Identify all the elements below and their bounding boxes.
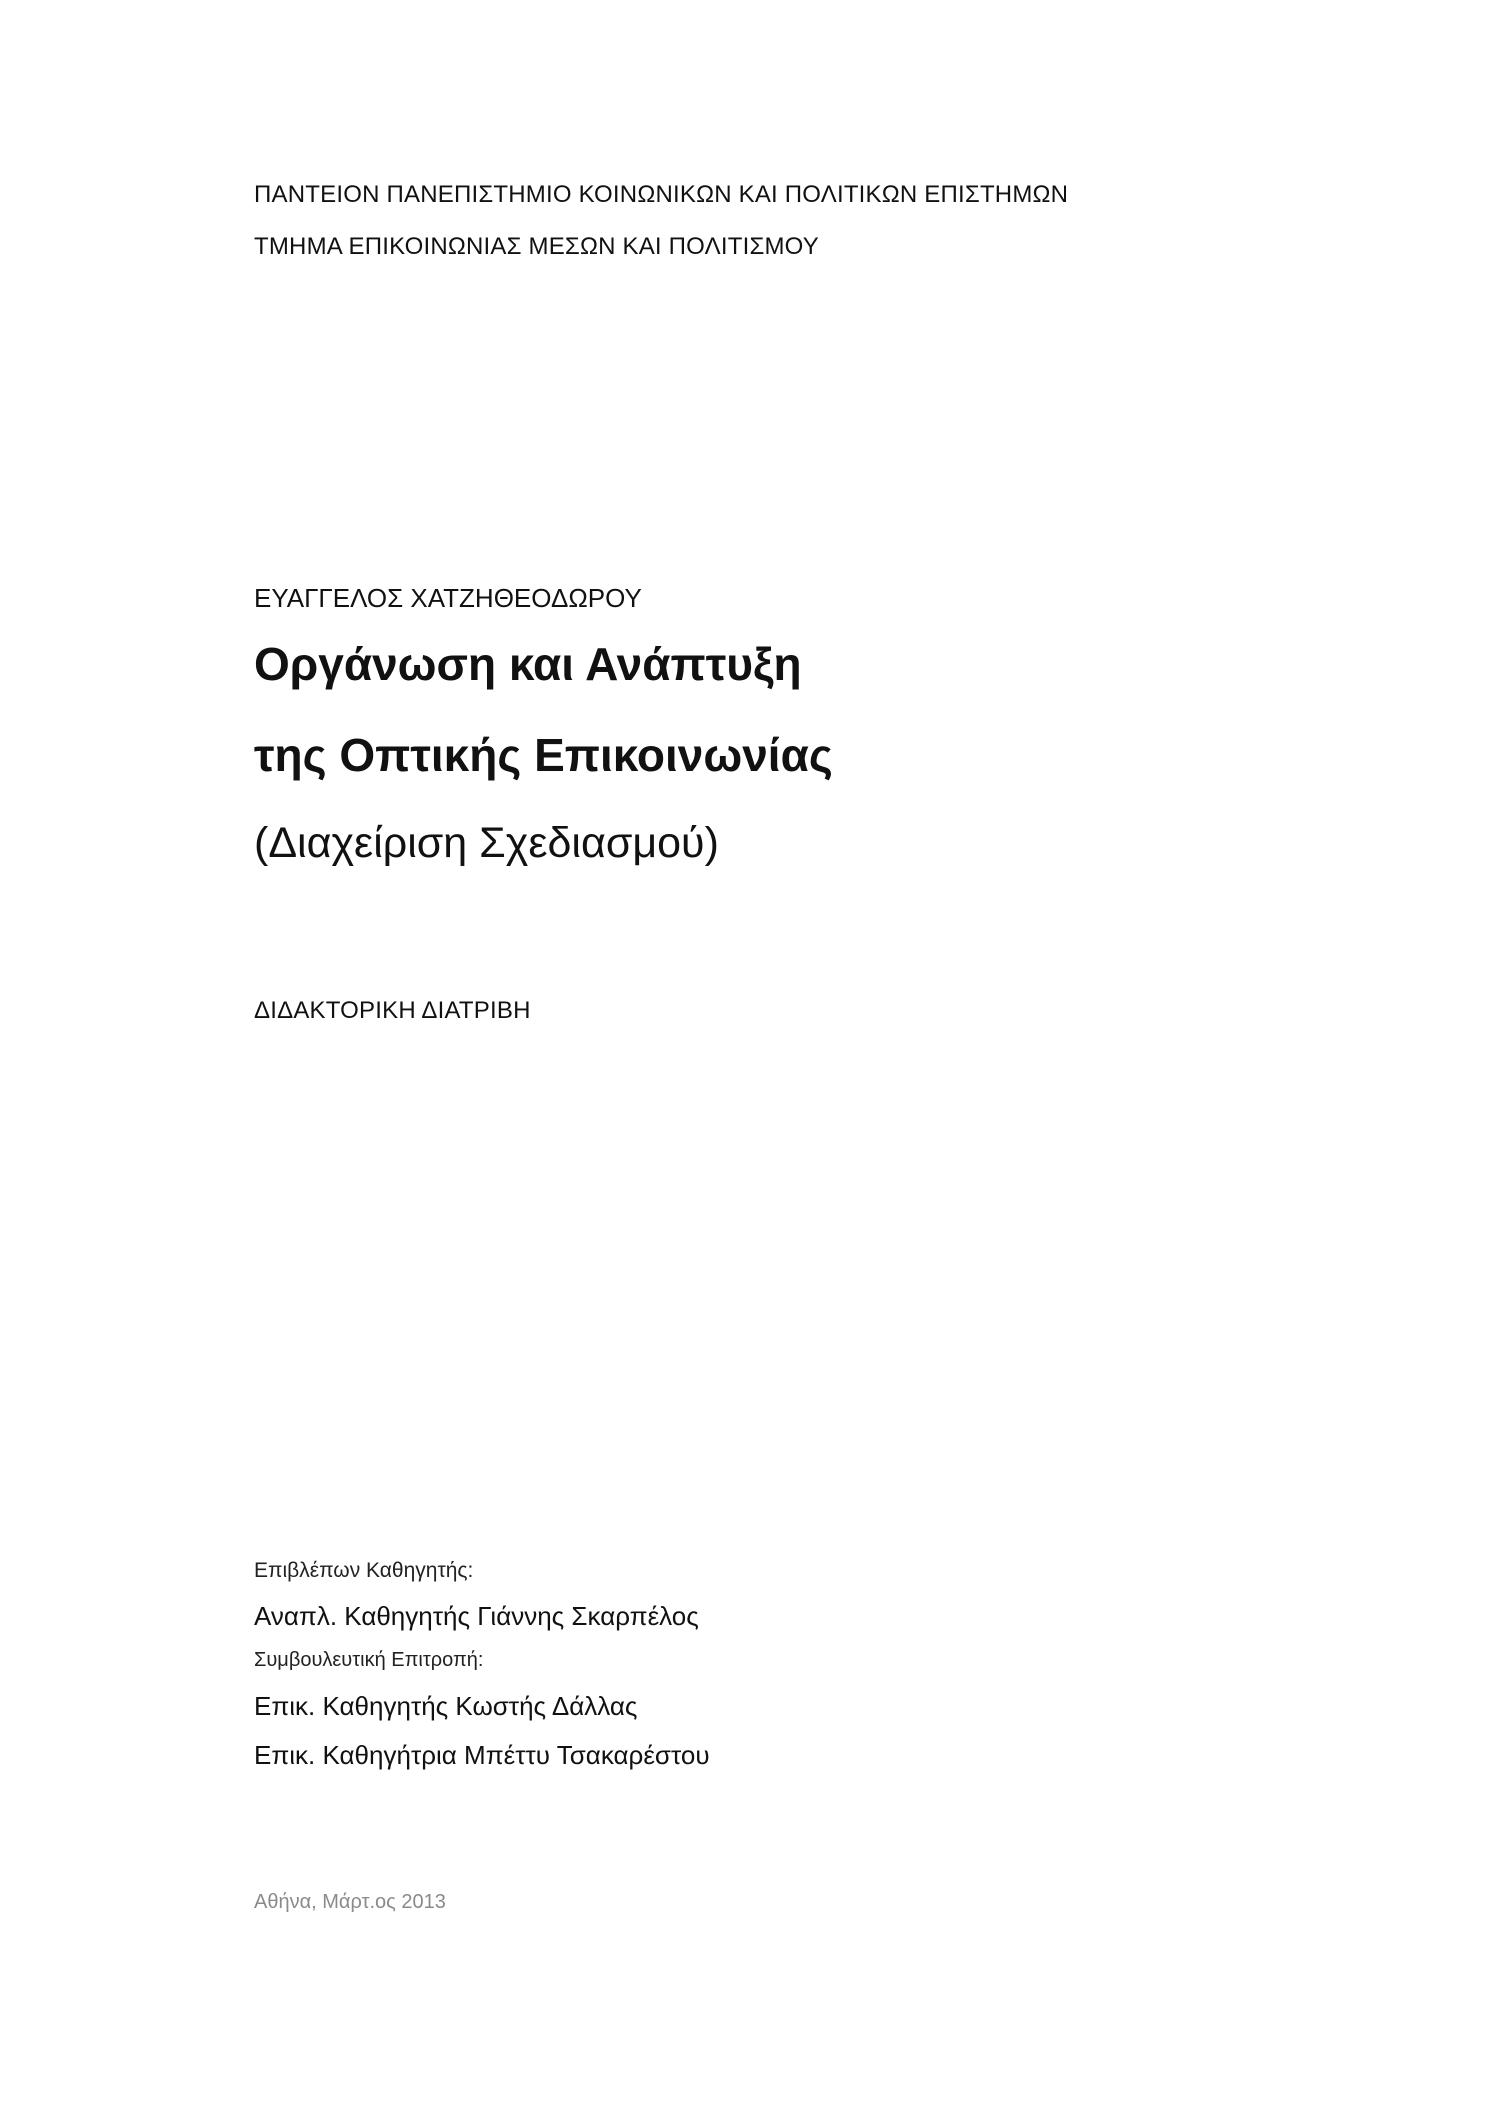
title-line-1: Οργάνωση και Ανάπτυξη	[254, 638, 802, 690]
author-name: ΕΥΑΓΓΕΛΟΣ ΧΑΤΖΗΘΕΟΔΩΡΟΥ	[254, 583, 642, 613]
university-name: ΠΑΝΤΕΙΟΝ ΠΑΝΕΠΙΣΤΗΜΙΟ ΚΟΙΝΩΝΙΚΩΝ ΚΑΙ ΠΟΛΙΤΙΚΩΝ ΕΠΙΣΤΗΜΩΝ	[254, 181, 1069, 208]
department-name: ΤΜΗΜΑ ΕΠΙΚΟΙΝΩΝΙΑΣ ΜΕΣΩΝ ΚΑΙ ΠΟΛΙΤΙΣΜΟΥ	[254, 233, 819, 260]
committee-member: Επικ. Καθηγήτρια Μπέττυ Τσακαρέστου	[254, 1740, 710, 1770]
subtitle: (Διαχείριση Σχεδιασμού)	[254, 819, 719, 867]
place-and-date: Αθήνα, Μάρτ.ος 2013	[254, 1891, 446, 1913]
supervisor-label: Επιβλέπων Καθηγητής:	[254, 1559, 474, 1582]
document-type: ΔΙΔΑΚΤΟΡΙΚΗ ΔΙΑΤΡΙΒΗ	[254, 997, 531, 1024]
title-line-2: της Οπτικής Επικοινωνίας	[254, 729, 833, 781]
advisory-committee-label: Συμβουλευτική Επιτροπή:	[254, 1649, 484, 1671]
committee-member: Επικ. Καθηγητής Κωστής Δάλλας	[254, 1691, 638, 1721]
supervisor-name: Αναπλ. Καθηγητής Γιάννης Σκαρπέλος	[254, 1601, 699, 1631]
